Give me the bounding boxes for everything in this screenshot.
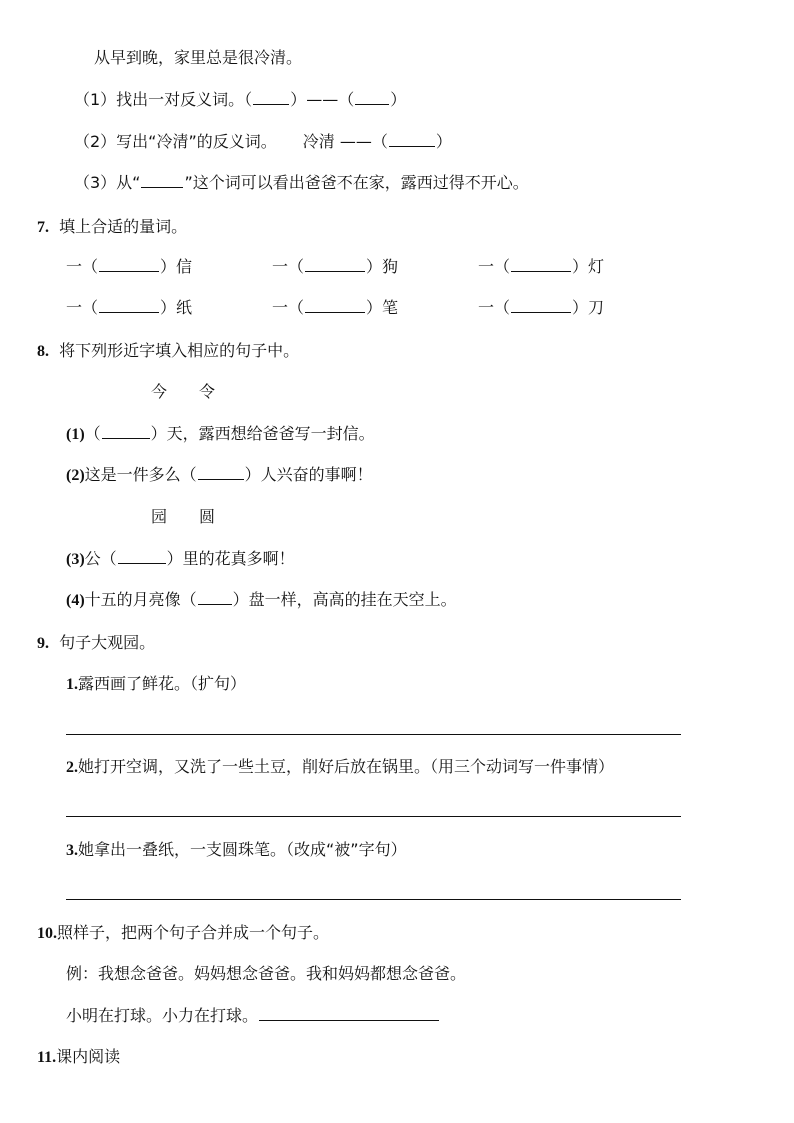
q10-heading [37,922,329,945]
char-option: 圆 [199,507,216,526]
char-pair-2 [151,506,215,528]
q6-s1-text: （1）找出一对反义词。（ [74,90,253,109]
question-title: 填上合适的量词。 [59,217,188,236]
q8-sentence-4: (4)十五的月亮像（ ）盘一样，高高的挂在天空上。 [66,590,457,609]
answer-blank[interactable] [102,423,150,439]
q8-sentence-3: (3)公（ ）里的花真多啊！ [66,549,295,568]
q8-sentence-1: (1)（ ）天，露西想给爸爸写一封信。 [66,424,375,443]
noun: 笔 [382,298,399,317]
answer-blank[interactable] [198,589,232,605]
q8-sentence-2: (2)这是一件多么（ ）人兴奋的事啊！ [66,465,373,484]
q6-s3-pre: （3）从“ [74,173,141,192]
answer-blank[interactable] [141,172,183,188]
noun: 刀 [588,298,605,317]
answer-blank[interactable] [305,297,365,313]
answer-blank[interactable] [198,464,244,480]
noun: 狗 [382,257,399,276]
measure-word-item: 一（ ）狗 [272,257,399,276]
q11-heading [37,1046,120,1069]
question-title: 将下列形近字填入相应的句子中。 [59,341,300,360]
answer-line[interactable] [66,816,681,817]
char-option: 令 [199,382,216,401]
q6-sentence: 从早到晚，家里总是很冷清。 [94,48,303,67]
noun: 灯 [588,257,605,276]
answer-blank[interactable] [259,1005,439,1021]
q9-item-3: 3.她拿出一叠纸，一支圆珠笔。（改成“被”字句） [66,840,407,859]
q10-example: 例：我想念爸爸。妈妈想念爸爸。我和妈妈都想念爸爸。 [66,964,467,983]
answer-blank[interactable] [389,131,435,147]
question-number: 11. [37,1049,57,1066]
noun: 纸 [176,298,193,317]
question-number: 8. [37,343,49,360]
question-number: 7. [37,219,49,236]
question-number: 10. [37,925,57,942]
q6-s1-end: ） [390,90,407,109]
q6-s2-word: 冷清 [302,132,335,151]
q6-subquestion-2 [74,131,452,153]
q6-subquestion-3 [74,172,529,194]
answer-blank[interactable] [253,89,289,105]
q9-item-2: 2.她打开空调，又洗了一些土豆，削好后放在锅里。（用三个动词写一件事情） [66,757,615,776]
answer-blank[interactable] [355,89,389,105]
answer-blank[interactable] [511,297,571,313]
measure-word-item: 一（ ）信 [66,257,193,276]
measure-word-item: 一（ ）笔 [272,298,399,317]
q8-heading [37,340,299,363]
question-number: 9. [37,635,49,652]
q6-s2-text: （2）写出“冷清”的反义词。 [74,132,277,151]
answer-blank[interactable] [118,548,166,564]
answer-blank[interactable] [511,256,571,272]
q9-heading [37,632,155,655]
measure-word-item: 一（ ）灯 [478,257,605,276]
q6-s1-mid: ）——（ [290,90,355,109]
question-title: 句子大观园。 [59,633,156,652]
question-title: 课内阅读 [56,1047,121,1066]
char-option: 今 [151,382,168,401]
q6-subquestion-1 [74,89,406,111]
measure-word-item: 一（ ）刀 [478,298,605,317]
q6-s2-dash: ——（ [339,132,388,151]
q9-item-1: 1.露西画了鲜花。（扩句） [66,674,247,693]
answer-blank[interactable] [99,256,159,272]
char-pair-1 [151,381,215,403]
measure-word-item: 一（ ）纸 [66,298,193,317]
q6-s3-post: ”这个词可以看出爸爸不在家，露西过得不开心。 [184,173,529,192]
q7-heading [37,216,187,239]
q6-s2-end: ） [435,132,452,151]
answer-blank[interactable] [305,256,365,272]
noun: 信 [176,257,193,276]
answer-blank[interactable] [99,297,159,313]
answer-line[interactable] [66,734,681,735]
answer-line[interactable] [66,899,681,900]
question-title: 照样子，把两个句子合并成一个句子。 [57,923,330,942]
char-option: 园 [151,507,168,526]
q10-task: 小明在打球。小力在打球。 [66,1005,440,1027]
